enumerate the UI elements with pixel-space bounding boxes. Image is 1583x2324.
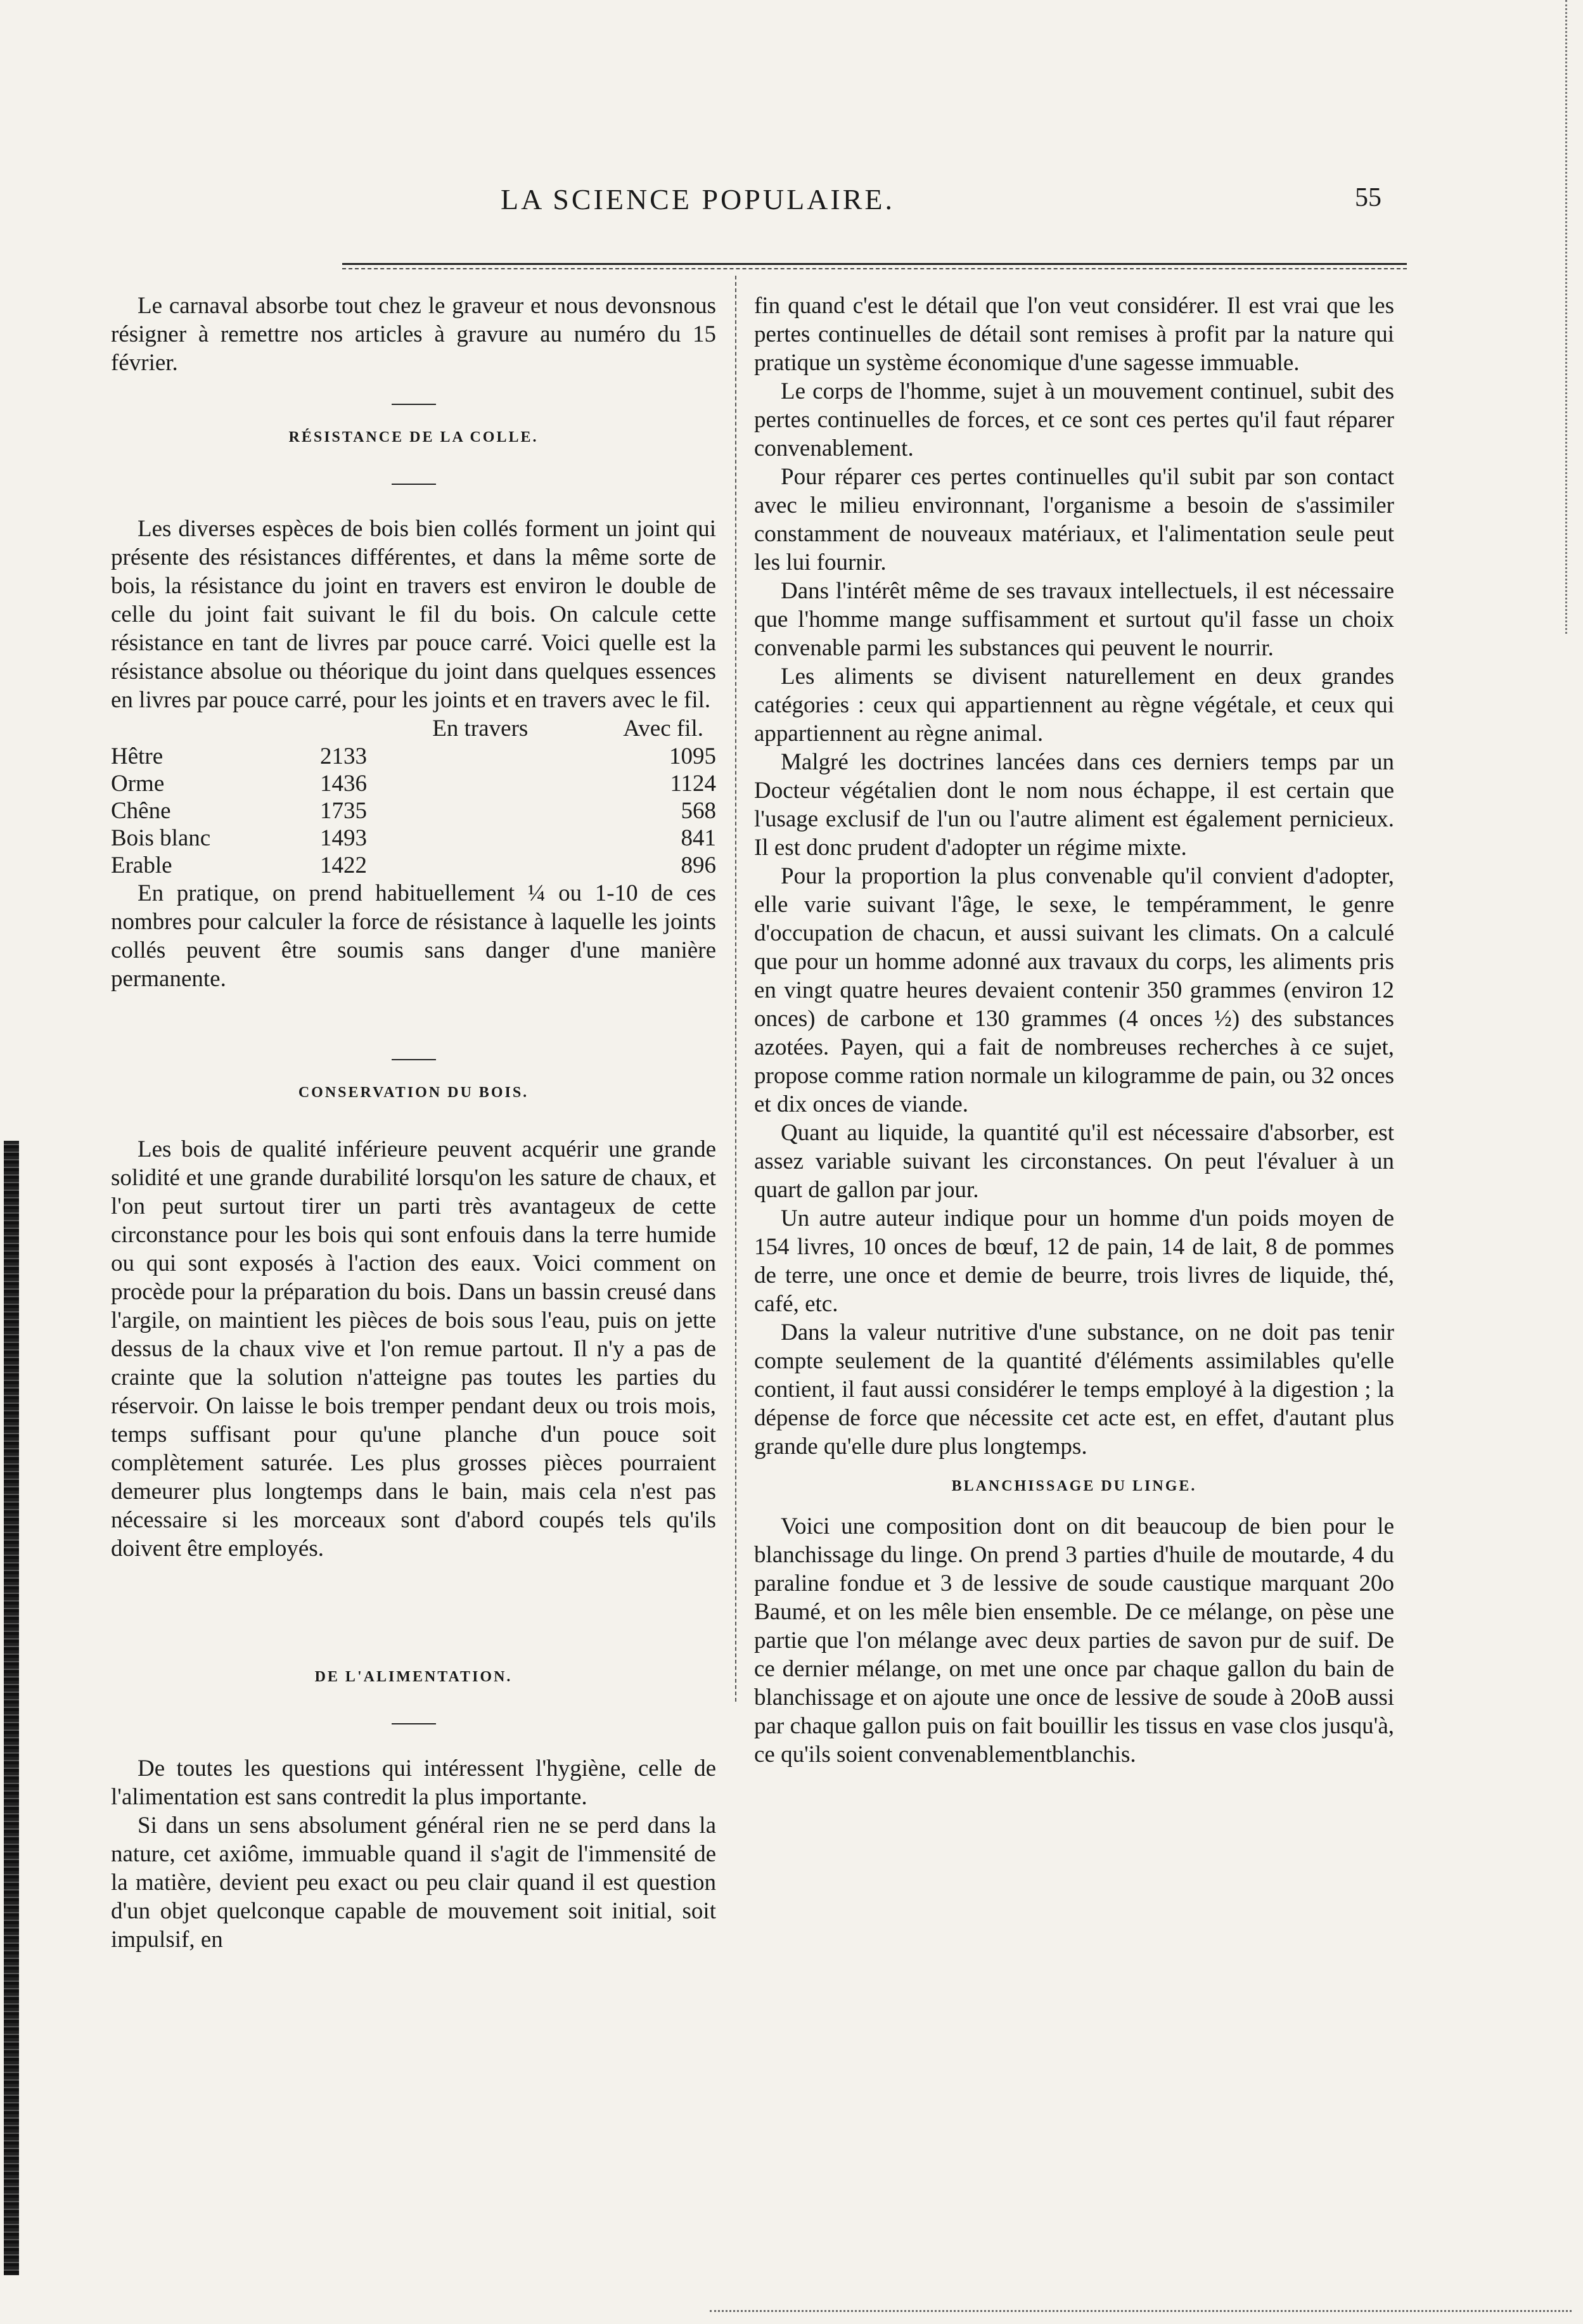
wood-name: Chêne	[111, 798, 171, 824]
paragraph: Les aliments se divisent naturellement en deux grandes catégories : ceux qui appartiennent au règne végétale, et ceux qui appartiennent au règne animal.	[754, 664, 1394, 747]
resistance-paragraph: Les diverses espèces de bois bien collés forment un joint qui présente des résistances différentes, et dans la même sorte de bois, la résistance du joint en travers est environ le double de celle du joint fait suivant le fil du bois. On calcule cette résistance en tant de livres par pouce carré. Voici quelle est la résistance absolue ou théorique du joint dans quelques essences en livres par pouce carré, pour les joints et en travers avec le fil.	[111, 516, 716, 713]
separator-dash	[111, 463, 716, 492]
table-row	[111, 743, 716, 770]
separator-dash	[111, 1703, 716, 1731]
right-column	[754, 292, 1394, 1769]
left-column	[111, 292, 716, 1954]
paragraph: fin quand c'est le détail que l'on veut considérer. Il est vrai que les pertes continuelles de détail sont remises à profit par la nature qui pratique un système économique d'une sagesse immuable.	[754, 293, 1394, 376]
value-en-travers: 1735	[320, 798, 367, 824]
value-en-travers: 1436	[320, 771, 367, 797]
intro-paragraph: Le carnaval absorbe tout chez le graveur et nous devonsnous résigner à remettre nos articles à gravure au numéro du 15 février.	[111, 293, 716, 376]
alimentation-paragraph-1: De toutes les questions qui intéressent l'hygiène, celle de l'alimentation est sans contredit la plus importante.	[111, 1756, 716, 1810]
value-avec-fil: 568	[681, 798, 716, 824]
bottom-edge-noise	[710, 2310, 1572, 2312]
header-rule	[342, 263, 1407, 265]
paragraph: Le corps de l'homme, sujet à un mouvement continuel, subit des pertes continuelles de forces, et ce sont ces pertes qu'il faut réparer convenablement.	[754, 378, 1394, 461]
paragraph: Dans l'intérêt même de ses travaux intellectuels, il est nécessaire que l'homme mange suffisamment et surtout qu'il fasse un choix convenable parmi les substances qui peuvent le nourrir.	[754, 578, 1394, 661]
conservation-paragraph: Les bois de qualité inférieure peuvent acquérir une grande solidité et une grande durabilité lorsqu'on les sature de chaux, et l'on peut surtout tirer un parti très avantageux de cette circonstance pour les bois qui sont enfouis dans la terre humide ou qui sont exposés à l'action des eaux. Voici comment on procède pour la préparation du bois. Dans un bassin creusé dans l'argile, on maintient les pièces de bois sous l'eau, puis on jette dessus de la chaux vive et l'on remue partout. Il n'y a pas de crainte que la solution n'atteigne pas toutes les parties du réservoir. On laisse le bois tremper pendant deux ou trois mois, temps suffisant pour qu'une planche d'un pouce soit complètement saturée. Les plus grosses pièces pourraient demeurer plus longtemps dans le bain, mais cela n'est pas nécessaire si les morceaux sont d'abord coupés tels qu'ils doivent être employés.	[111, 1136, 716, 1562]
table-row	[111, 770, 716, 797]
wood-name: Erable	[111, 852, 172, 878]
resistance-table	[111, 743, 716, 879]
table-header-en-travers: En travers	[432, 716, 529, 741]
separator-dash	[111, 383, 716, 412]
paragraph: Malgré les doctrines lancées dans ces derniers temps par un Docteur végétalien dont le nom nous échappe, il est certain que l'usage exclusif de l'un ou l'autre aliment est également pernicieux. Il est donc prudent d'adopter un régime mixte.	[754, 749, 1394, 861]
page-edge-noise	[1565, 0, 1580, 634]
page-number: 55	[1355, 183, 1381, 212]
value-en-travers: 1493	[320, 825, 367, 851]
value-avec-fil: 1124	[670, 771, 716, 797]
alimentation-paragraph-2: Si dans un sens absolument général rien ne se perd dans la nature, cet axiôme, immuable quand il s'agit de l'immensité de la matière, devient peu exact ou peu clair quand il est question d'un objet quelconque capable de mouvement soit initial, soit impulsif, en	[111, 1813, 716, 1953]
section-title-resistance: RÉSISTANCE DE LA COLLE.	[288, 429, 539, 446]
value-en-travers: 1422	[320, 852, 367, 878]
running-title: LA SCIENCE POPULAIRE.	[501, 183, 895, 215]
value-avec-fil: 1095	[669, 743, 716, 769]
table-row	[111, 797, 716, 825]
blanchissage-paragraph: Voici une composition dont on dit beaucoup de bien pour le blanchissage du linge. On prend 3 parties d'huile de moutarde, 4 du paraline fondue et 3 de lessive de soude caustique marquant 20o Baumé, et on les mêle bien ensemble. De ce mélange, on pèse une partie que l'on mélange avec deux parties de savon pur de suif. De ce dernier mélange, on met une once par chaque gallon du bain de blanchissage et on ajoute une once de lessive de soude à 20oB aussi par chaque gallon puis on fait bouillir les tissus en vase clos jusqu'à, ce qu'ils soient convenablementblanchis.	[754, 1513, 1394, 1768]
page-header	[0, 183, 1583, 233]
wood-name: Bois blanc	[111, 825, 211, 851]
section-title-conservation: CONSERVATION DU BOIS.	[298, 1084, 529, 1101]
wood-name: Hêtre	[111, 743, 163, 769]
binding-edge	[4, 1141, 19, 2275]
paragraph: Un autre auteur indique pour un homme d'un poids moyen de 154 livres, 10 onces de bœuf, 12 de pain, 14 de lait, 8 de pommes de terre, une once et demie de beurre, trois livres de liquide, thé, café, etc.	[754, 1205, 1394, 1317]
section-title-blanchissage: BLANCHISSAGE DU LINGE.	[951, 1478, 1197, 1494]
value-en-travers: 2133	[320, 743, 367, 769]
table-header	[111, 714, 716, 743]
table-row	[111, 852, 716, 879]
table-row	[111, 825, 716, 852]
table-header-avec-fil: Avec fil.	[623, 716, 703, 741]
section-title-alimentation: DE L'ALIMENTATION.	[314, 1669, 513, 1685]
paragraph: Pour réparer ces pertes continuelles qu'il subit par son contact avec le milieu environnant, l'organisme a besoin de s'assimiler constamment de nouveaux matériaux, et l'alimentation seule peut les lui fournir.	[754, 464, 1394, 575]
separator-dash	[111, 1039, 716, 1067]
value-avec-fil: 841	[681, 825, 716, 851]
column-divider	[735, 276, 736, 1702]
value-avec-fil: 896	[681, 852, 716, 878]
paragraph: Dans la valeur nutritive d'une substance, on ne doit pas tenir compte seulement de la quantité d'éléments assimilables qu'elle contient, il faut aussi considérer le temps employé à la digestion ; la dépense de force que nécessite cet acte est, en effet, d'autant plus grande qu'elle dure plus longtemps.	[754, 1319, 1394, 1460]
header-rule-dashed	[342, 268, 1407, 269]
paragraph: Pour la proportion la plus convenable qu'il convient d'adopter, elle varie suivant l'âge, le sexe, le tempéramment, le genre d'occupation de chacun, et aussi suivant les climats. On a calculé que pour un homme adonné aux travaux du corps, les aliments pris en vingt quatre heures devaient contenir 350 grammes (environ 12 onces) de carbone et 130 grammes (4 onces ½) des substances azotées. Payen, qui a fait de nombreuses recherches à ce sujet, propose comme ration normale un kilogramme de pain, ou 32 onces et dix onces de viande.	[754, 863, 1394, 1117]
wood-name: Orme	[111, 771, 165, 797]
paragraph: Quant au liquide, la quantité qu'il est nécessaire d'absorber, est assez variable suivant les circonstances. On peut l'évaluer à un quart de gallon par jour.	[754, 1120, 1394, 1203]
resistance-practice-paragraph: En pratique, on prend habituellement ¼ ou 1-10 de ces nombres pour calculer la force de résistance à laquelle les joints collés peuvent être soumis sans danger d'une manière permanente.	[111, 880, 716, 992]
